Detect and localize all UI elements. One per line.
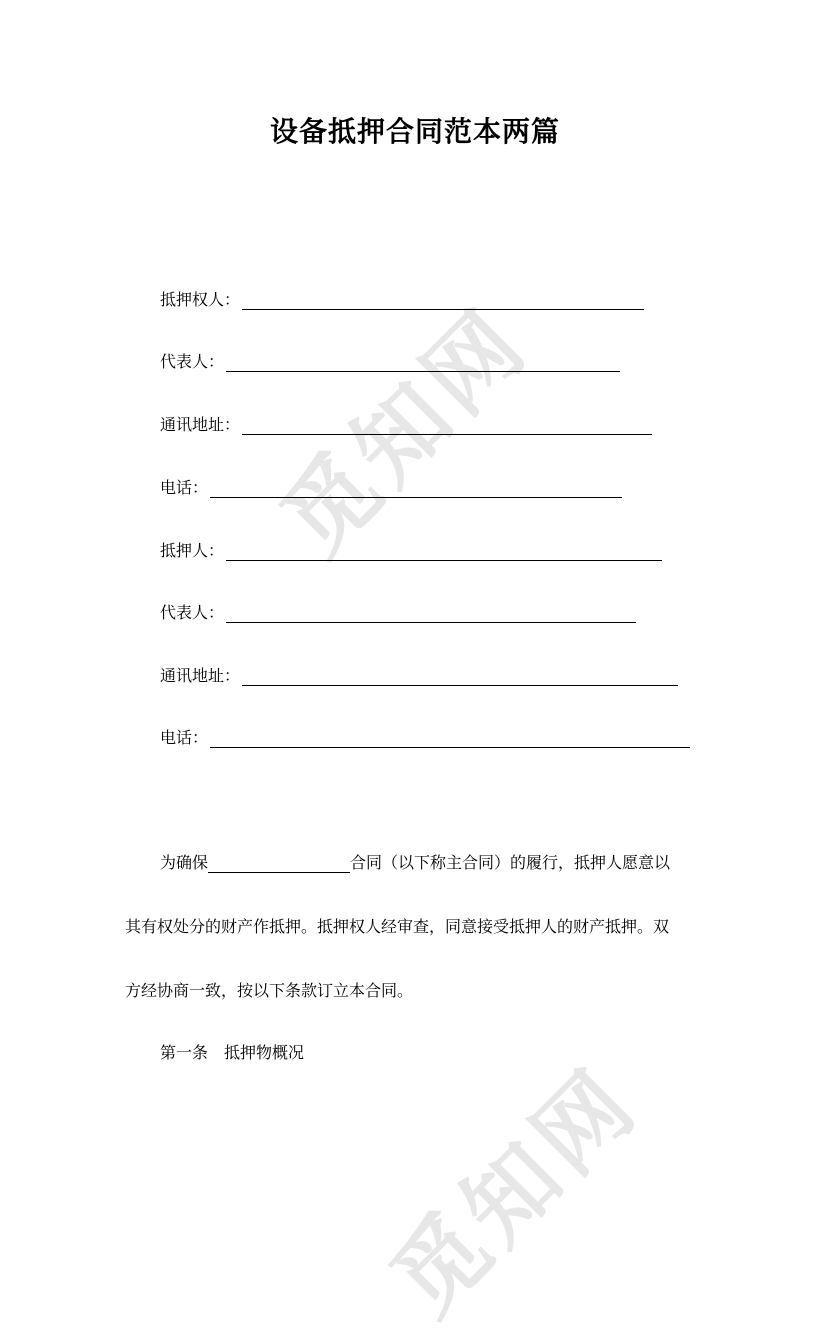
body-paragraph-line <box>160 850 740 873</box>
field-mortgagor-address <box>160 660 678 686</box>
fill-in-line <box>242 665 678 686</box>
field-mortgagor-phone <box>160 722 690 748</box>
fill-in-line <box>242 414 652 435</box>
field-mortgagor <box>160 535 662 561</box>
paragraph-text: 合同（以下称主合同）的履行，抵押人愿意以 <box>350 853 671 872</box>
field-label: 代表人： <box>160 352 225 371</box>
body-paragraph-line: 其有权处分的财产作抵押。抵押权人经审查，同意接受抵押人的财产抵押。双 <box>125 917 670 936</box>
field-mortgagee-representative <box>160 346 620 372</box>
watermark-text: 觅知网 <box>261 287 550 576</box>
field-label: 通讯地址： <box>160 415 241 434</box>
fill-in-line <box>210 477 622 498</box>
field-label: 抵押人： <box>160 541 225 560</box>
fill-in-line <box>226 602 636 623</box>
fill-in-line <box>242 289 644 310</box>
document-title: 设备抵押合同范本两篇 <box>269 115 560 148</box>
watermark-text: 觅知网 <box>371 1047 660 1336</box>
field-mortgagee-phone <box>160 472 622 498</box>
field-mortgagor-representative <box>160 597 636 623</box>
field-label: 代表人： <box>160 603 225 622</box>
body-paragraph-line: 方经协商一致，按以下条款订立本合同。 <box>125 981 414 1000</box>
fill-in-line <box>210 727 690 748</box>
field-label: 电话： <box>160 478 209 497</box>
field-mortgagee-address <box>160 409 652 435</box>
fill-in-line <box>226 540 662 561</box>
fill-in-blank <box>208 854 350 873</box>
field-label: 抵押权人： <box>160 290 241 309</box>
field-label: 电话： <box>160 728 209 747</box>
fill-in-line <box>226 351 620 372</box>
field-label: 通讯地址： <box>160 666 241 685</box>
paragraph-text: 为确保 <box>160 853 209 872</box>
article-heading: 第一条 抵押物概况 <box>160 1043 305 1062</box>
field-mortgagee <box>160 284 644 310</box>
